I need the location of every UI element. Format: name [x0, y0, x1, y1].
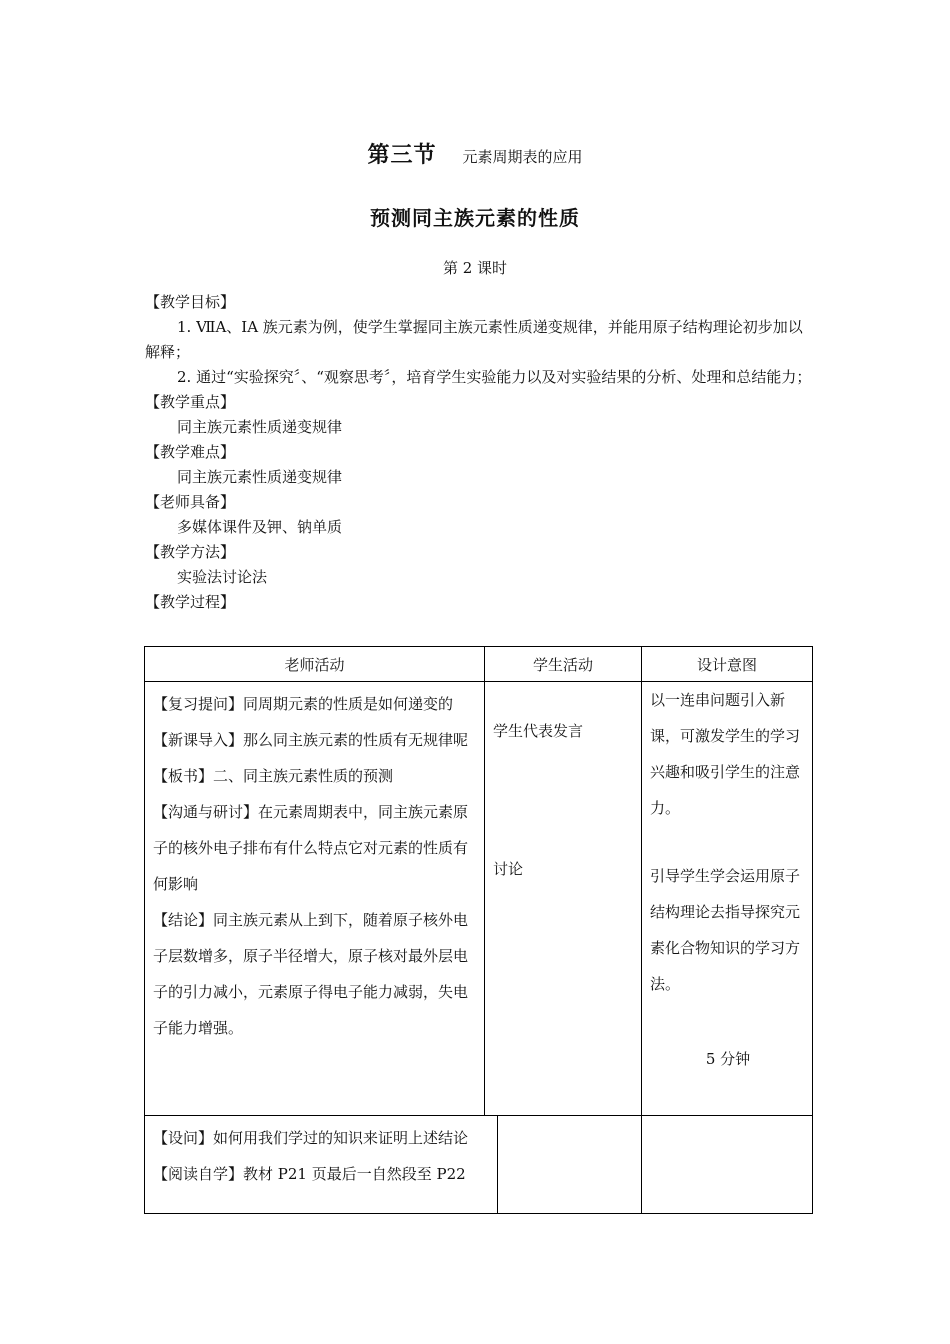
goals-heading: 【教学目标】: [145, 293, 236, 311]
student-response-2: 讨论: [493, 860, 524, 878]
lesson-plan-body: [145, 290, 813, 615]
process-heading: 【教学过程】: [145, 593, 236, 611]
page-title: 预测同主族元素的性质: [370, 206, 580, 230]
student-response-1: 学生代表发言: [493, 722, 584, 740]
row2-teacher-activity: [144, 1115, 498, 1214]
design-note-1: 以一连串问题引入新课，可激发学生的学习兴趣和吸引学生的注意力。: [650, 691, 801, 817]
goal-1: 1. ⅦA、ⅠA 族元素为例，使学生掌握同主族元素性质递变规律，并能用原子结构理论初步加以解释；: [145, 318, 803, 361]
teacher-step-conclusion: 【结论】同主族元素从上到下，随着原子核外电子层数增多，原子半径增大，原子核对最外层电子的引力减小，元素原子得电子能力减弱，失电子能力增强。: [153, 911, 469, 1037]
prep-heading: 【老师具备】: [145, 493, 236, 511]
teacher-step-reading: 【阅读自学】教材 P21 页最后一自然段至 P22: [153, 1165, 466, 1183]
row2-student-activity: [497, 1115, 642, 1214]
teacher-step-question: 【设问】如何用我们学过的知识来证明上述结论: [153, 1129, 469, 1147]
design-note-2: 引导学生学会运用原子结构理论去指导探究元素化合物知识的学习方法。: [650, 867, 801, 993]
header-student-activity: 学生活动: [484, 646, 642, 682]
section-title: [0, 138, 950, 169]
section-label: 第三节: [367, 143, 437, 168]
teacher-step-review: 【复习提问】同周期元素的性质是如何递变的: [153, 695, 454, 713]
focus-heading: 【教学重点】: [145, 393, 236, 411]
section-name: 元素周期表的应用: [462, 148, 583, 166]
header-teacher-activity: 老师活动: [144, 646, 485, 682]
teaching-process-table: [144, 646, 813, 1214]
prep-text: 多媒体课件及钾、钠单质: [177, 518, 343, 536]
lesson-number: 第 2 课时: [442, 259, 508, 277]
row2-design-intent: [641, 1115, 813, 1214]
teacher-step-intro: 【新课导入】那么同主族元素的性质有无规律呢: [153, 731, 469, 749]
method-heading: 【教学方法】: [145, 543, 236, 561]
row1-design-intent: [641, 681, 813, 1116]
row1-student-activity: [484, 681, 642, 1116]
teacher-step-discussion: 【沟通与研讨】在元素周期表中，同主族元素原子的核外电子排布有什么特点它对元素的性质有何影响: [153, 803, 469, 893]
focus-text: 同主族元素性质递变规律: [177, 418, 343, 436]
teacher-step-board: 【板书】二、同主族元素性质的预测: [153, 767, 394, 785]
difficulty-heading: 【教学难点】: [145, 443, 236, 461]
goal-2: 2. 通过“实验探究〞、“观察思考〞，培育学生实验能力以及对实验结果的分析、处理和总结能力；: [177, 368, 812, 386]
header-design-intent: 设计意图: [641, 646, 813, 682]
method-text: 实验法讨论法: [177, 568, 268, 586]
row1-teacher-activity: [144, 681, 485, 1116]
time-allocation: 5 分钟: [705, 1050, 751, 1068]
difficulty-text: 同主族元素性质递变规律: [177, 468, 343, 486]
